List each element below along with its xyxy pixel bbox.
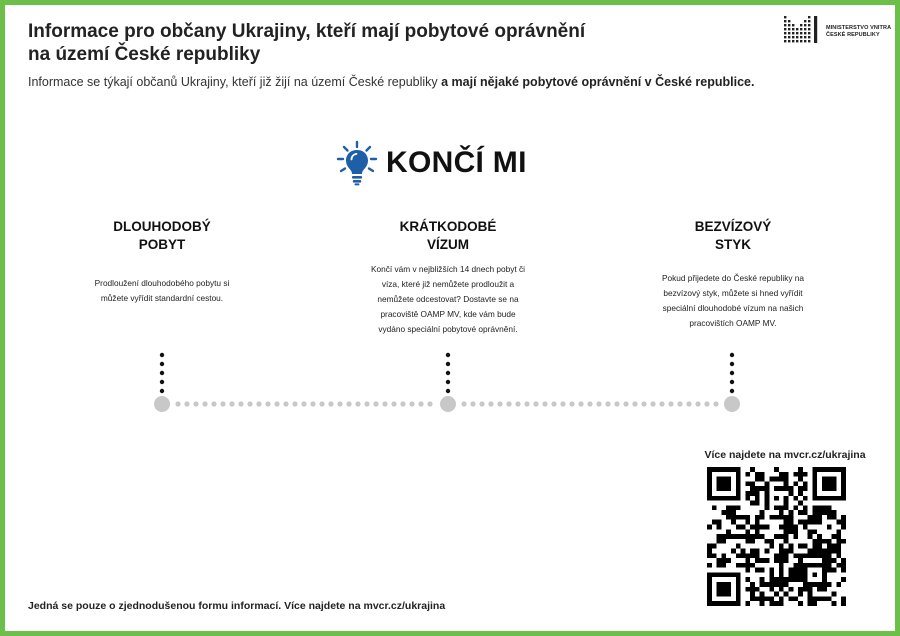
column-text: Prodloužení dlouhodobého pobytu si můžete vyřídit standardní cestou. [94,278,230,303]
section-heading [336,140,527,186]
timeline-node-3 [724,396,740,412]
timeline-node-1 [154,396,170,412]
intro-bold: a mají nějaké pobytové oprávnění v České republice. [441,75,755,89]
footer-note: Jedná se pouze o zjednodušenou formu informací. Více najdete na mvcr.cz/ukrajina [28,600,446,612]
qr-label: Více najdete na mvcr.cz/ukrajina [704,449,866,461]
ministry-logo-mark-icon [782,14,822,44]
heading-konci-mi: KONČÍ MI [386,146,527,179]
timeline-node-2 [440,396,456,412]
column-title: BEZVÍZOVÝ STYK [694,219,772,252]
page-title: Informace pro občany Ukrajiny, kteří mají pobytové oprávnění na území České republiky [28,21,586,65]
ministry-logo-text: MINISTERSTVO VNITRA ČESKÉ REPUBLIKY [826,25,892,38]
intro-text [28,75,868,89]
qr-code-icon[interactable] [707,467,846,606]
column-bezvizovy-styk [633,218,833,331]
column-text: Pokud přijedete do České republiky na bezvízový styk, můžete si hned vyřídit speciální dlouhodobé vízum na našich pracovištích OAMP MV. [661,273,805,328]
intro-plain: Informace se týkají občanů Ukrajiny, kteří již žijí na území České republiky [28,75,442,89]
timeline-connector-dots [160,353,734,393]
column-dlouhodoby-pobyt [62,218,262,306]
ministry-logo [782,14,892,46]
timeline [0,340,900,420]
lightbulb-icon [336,140,378,186]
column-title: DLOUHODOBÝ POBYT [113,219,211,252]
column-text: Končí vám v nejbližších 14 dnech pobyt či víza, které již nemůžete prodloužit a nemůžete odcestovat? Dostavte se na pracoviště OAMP MV, kde vám bude vydáno speciální pobytové oprávnění. [370,264,526,334]
column-title: KRÁTKODOBÉ VÍZUM [399,219,497,252]
column-kratkodobe-vizum [348,218,548,337]
